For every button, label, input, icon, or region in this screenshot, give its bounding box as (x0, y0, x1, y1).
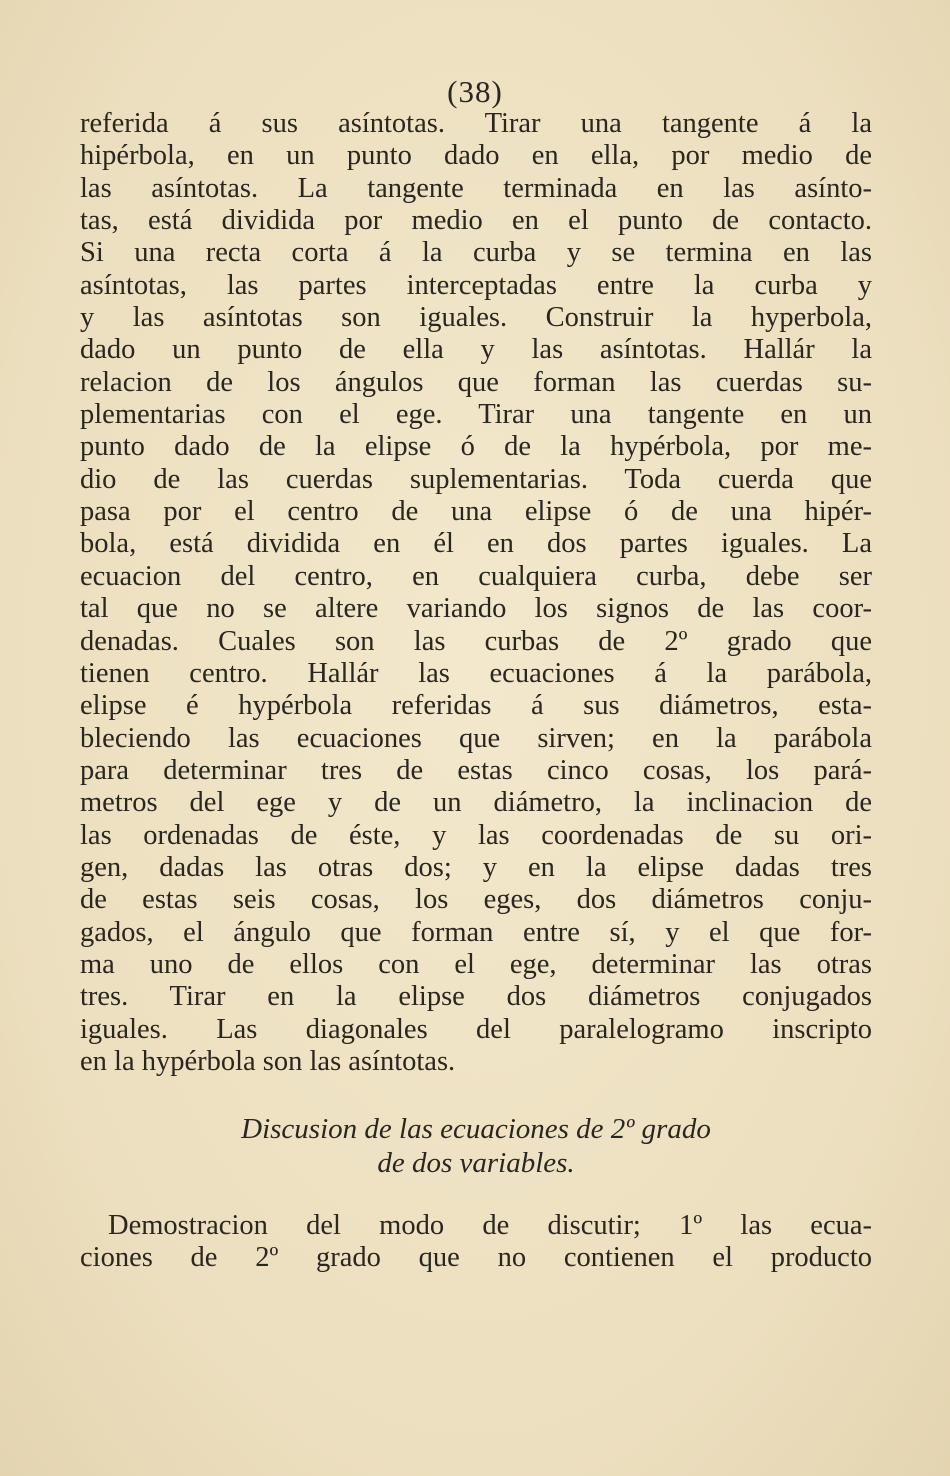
text-line: gen, dadas las otras dos; y en la elipse dadas tres (80, 851, 872, 883)
text-line: las ordenadas de éste, y las coordenadas de su ori- (80, 819, 872, 851)
text-line: pasa por el centro de una elipse ó de una hipér- (80, 496, 872, 528)
text-line: tienen centro. Hallár las ecuaciones á la parábola, (80, 657, 872, 689)
text-line: Demostracion del modo de discutir; 1º las ecua- (108, 1210, 872, 1241)
page-number: (38) (447, 74, 503, 109)
text-line: ecuacion del centro, en cualquiera curba, debe ser (80, 560, 872, 592)
text-line: tal que no se altere variando los signos de las coor- (80, 593, 872, 625)
text-line: elipse é hypérbola referidas á sus diámetros, esta- (80, 690, 872, 722)
text-line: tres. Tirar en la elipse dos diámetros conjugados (80, 981, 872, 1013)
text-line: Si una recta corta á la curba y se termina en las (80, 237, 872, 269)
text-line: plementarias con el ege. Tirar una tangente en un (80, 399, 872, 431)
text-line: punto dado de la elipse ó de la hypérbola, por me- (80, 431, 872, 463)
text-line: denadas. Cuales son las curbas de 2º grado que (80, 625, 872, 657)
text-line: de estas seis cosas, los eges, dos diámetros conju- (80, 884, 872, 916)
text-line: referida á sus asíntotas. Tirar una tangente á la (80, 108, 872, 139)
text-line: y las asíntotas son iguales. Construir la hyperbola, (80, 302, 872, 334)
section-heading-line-2: de dos variables. (377, 1147, 575, 1179)
text-line: relacion de los ángulos que forman las cuerdas su- (80, 366, 872, 398)
text-line: las asíntotas. La tangente terminada en las asínto- (80, 172, 872, 204)
text-line: bola, está dividida en él en dos partes iguales. La (80, 528, 872, 560)
section-paragraph (80, 1210, 872, 1275)
text-line: en la hypérbola son las asíntotas. (80, 1045, 456, 1077)
text-line: dio de las cuerdas suplementarias. Toda cuerda que (80, 463, 872, 495)
text-line: asíntotas, las partes interceptadas entre la curba y (80, 269, 872, 301)
text-line: tas, está dividida por medio en el punto de contacto. (80, 205, 872, 237)
text-line: para determinar tres de estas cinco cosas, los pará- (80, 754, 872, 786)
text-line: ma uno de ellos con el ege, determinar las otras (80, 948, 872, 980)
text-line: metros del ege y de un diámetro, la inclinacion de (80, 787, 872, 819)
text-line: ciones de 2º grado que no contienen el producto (80, 1242, 872, 1274)
text-line: gados, el ángulo que forman entre sí, y el que for- (80, 916, 872, 948)
text-line: bleciendo las ecuaciones que sirven; en la parábola (80, 722, 872, 754)
body-paragraph (80, 108, 872, 1078)
text-line: dado un punto de ella y las asíntotas. Hallár la (80, 334, 872, 366)
text-line: iguales. Las diagonales del paralelogramo inscripto (80, 1013, 872, 1045)
text-line: hipérbola, en un punto dado en ella, por medio de (80, 140, 872, 172)
section-heading-line-1: Discusion de las ecuaciones de 2º grado (241, 1113, 711, 1145)
